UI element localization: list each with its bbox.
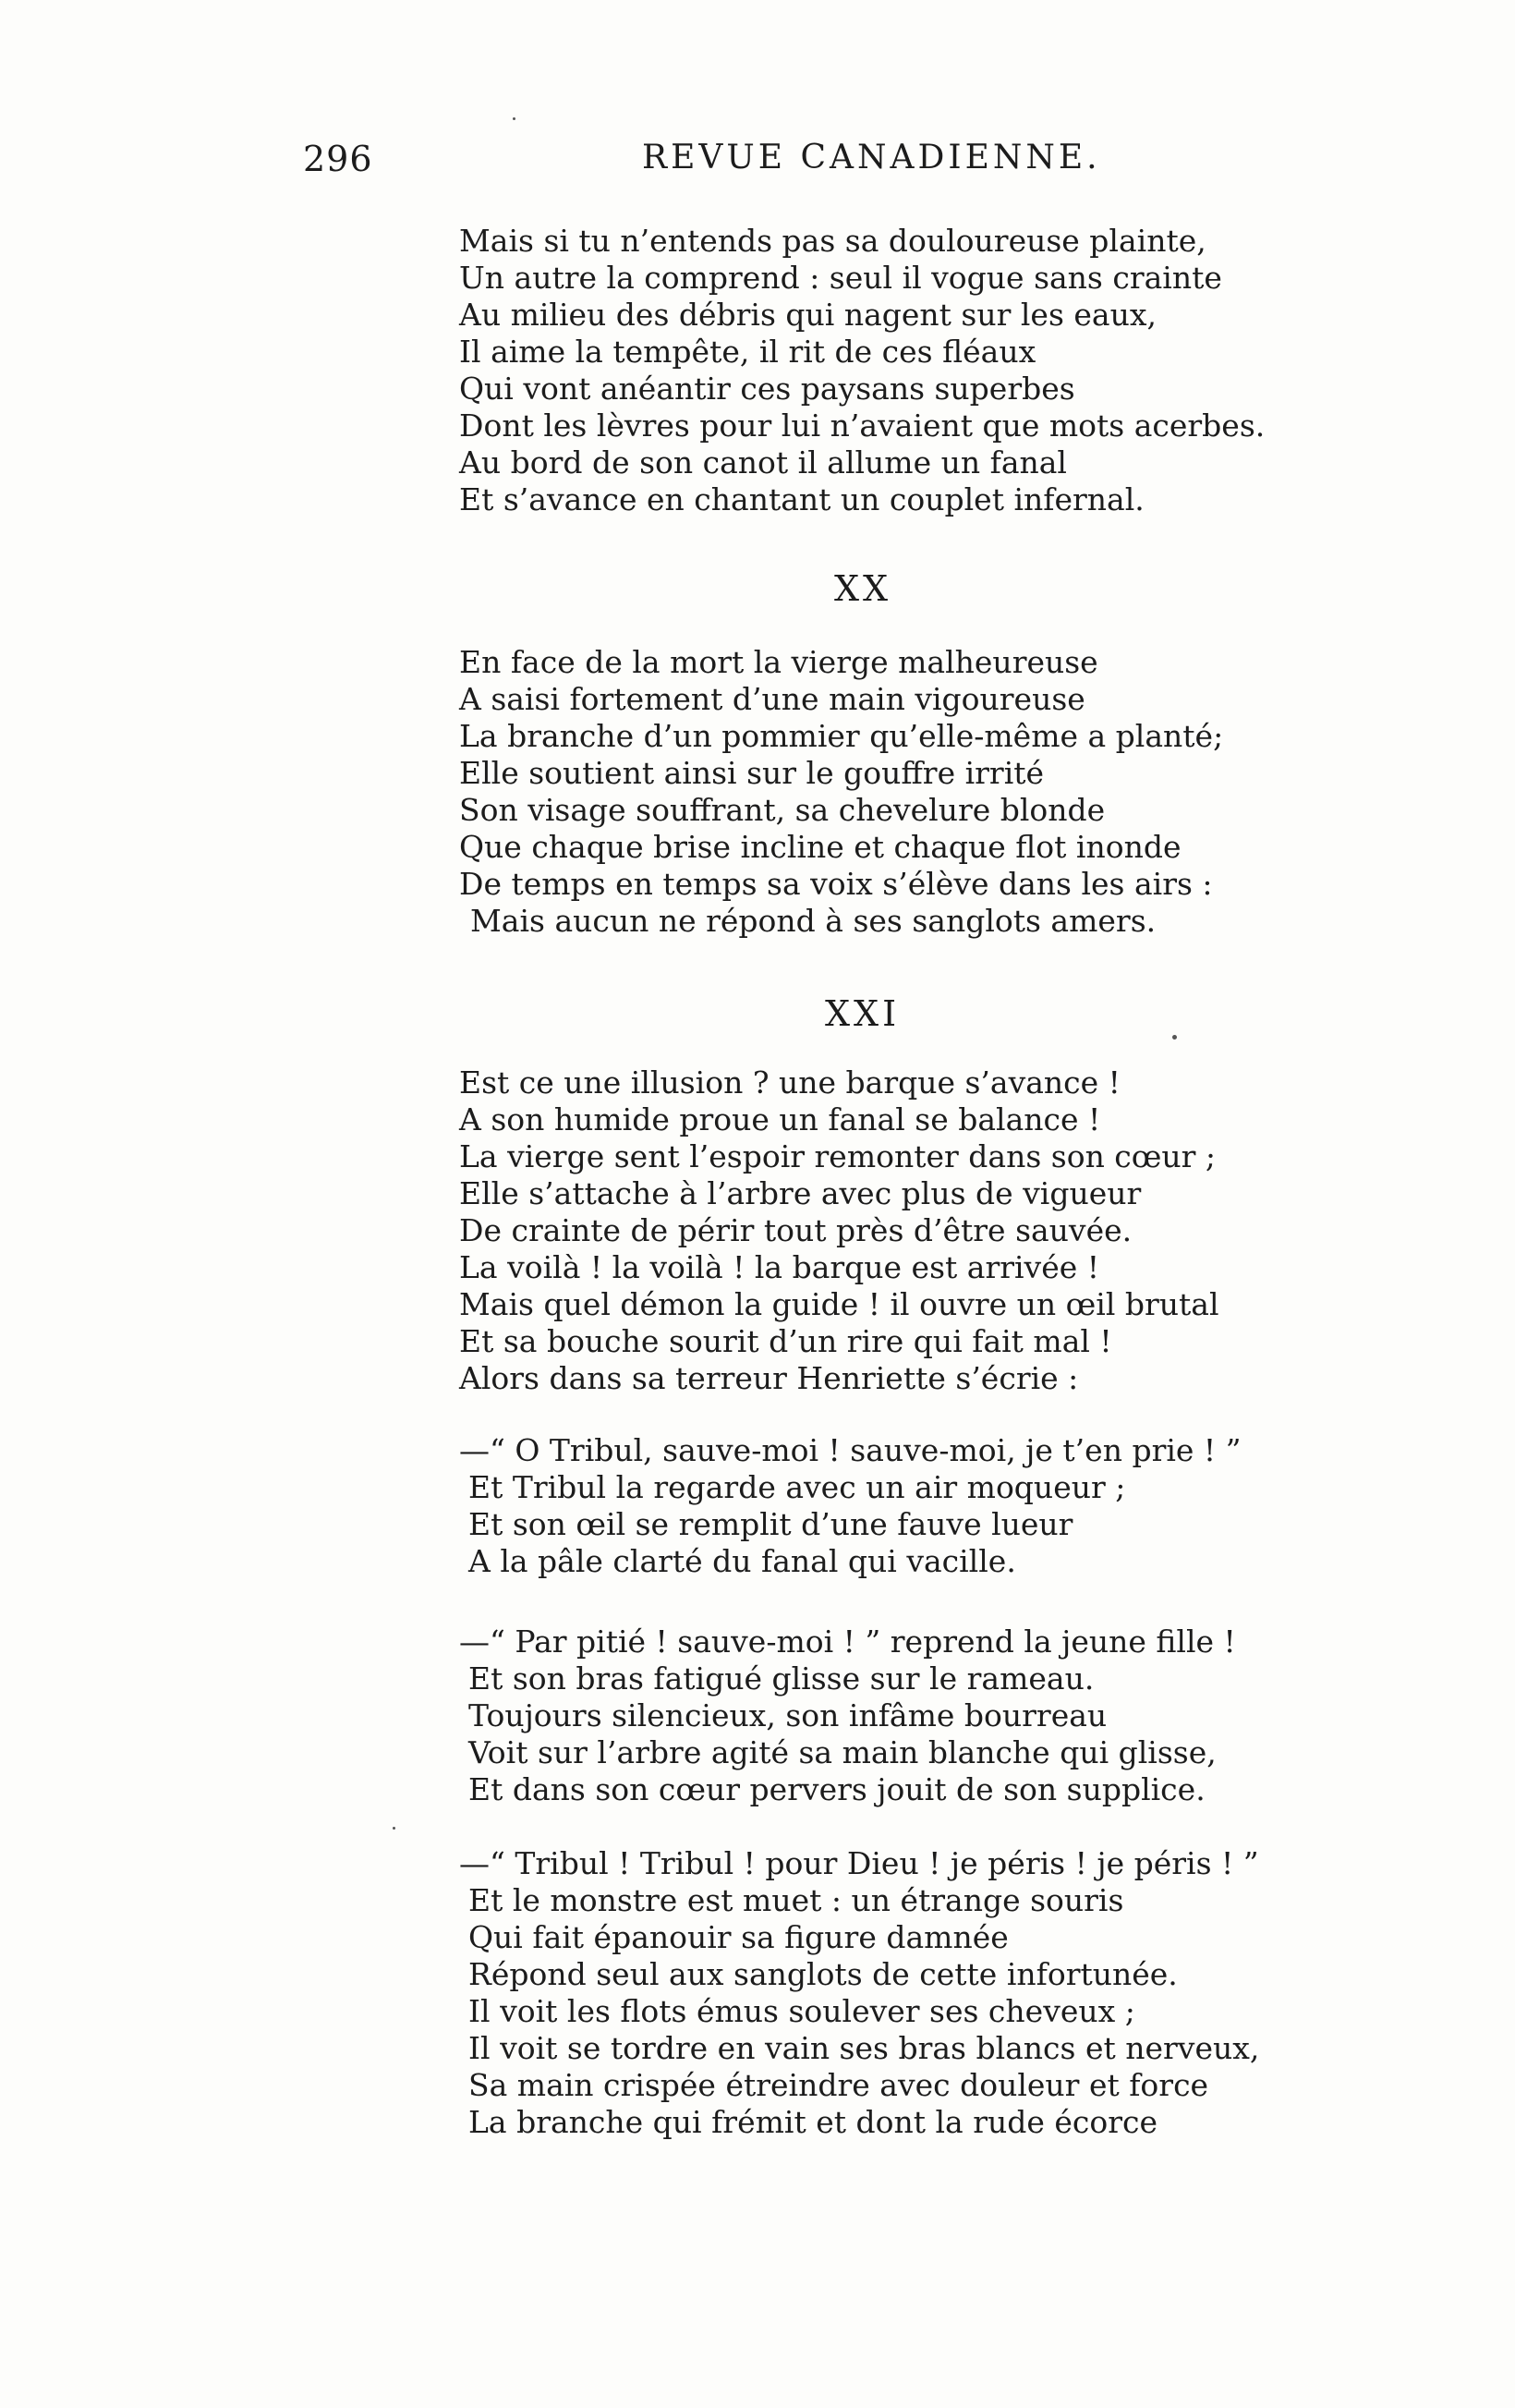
verse-line: —“ Par pitié ! sauve-moi ! ” reprend la jeune fille ! — [459, 1624, 1236, 1660]
stanza-4 — [459, 1432, 1242, 1580]
verse-line: En face de la mort la vierge malheureuse — [459, 644, 1098, 680]
verse-line: La branche d’un pommier qu’elle-même a planté; — [459, 718, 1224, 754]
verse-line: A saisi fortement d’une main vigoureuse — [459, 681, 1085, 717]
verse-line: Voit sur l’arbre agité sa main blanche qui glisse, — [468, 1734, 1217, 1770]
verse-line: Mais si tu n’entends pas sa douloureuse plainte, — [459, 223, 1206, 259]
verse-line: La vierge sent l’espoir remonter dans son cœur ; — [459, 1138, 1217, 1174]
scan-speck — [393, 1827, 395, 1830]
verse-line: Un autre la comprend : seul il vogue sans crainte — [459, 260, 1222, 296]
verse-line: Répond seul aux sanglots de cette infortunée. — [468, 1956, 1178, 1992]
page-number: 296 — [303, 139, 373, 179]
verse-line: La voilà ! la voilà ! la barque est arrivée ! — [459, 1249, 1099, 1285]
verse-line: Qui vont anéantir ces paysans superbes — [459, 371, 1075, 407]
stanza-2 — [459, 644, 1223, 940]
stanza-3 — [459, 1064, 1219, 1397]
verse-line: A son humide proue un fanal se balance ! — [459, 1101, 1101, 1137]
running-title: REVUE CANADIENNE. — [642, 139, 1101, 176]
verse-line: La branche qui frémit et dont la rude écorce — [468, 2104, 1158, 2140]
verse-line: Au milieu des débris qui nagent sur les eaux, — [459, 297, 1157, 333]
verse-line: Dont les lèvres pour lui n’avaient que mots acerbes. — [459, 407, 1266, 444]
verse-line: Alors dans sa terreur Henriette s’écrie : — [459, 1360, 1079, 1396]
verse-line: De temps en temps sa voix s’élève dans les airs : — [459, 866, 1213, 902]
verse-line: Il voit les flots émus soulever ses cheveux ; — [468, 1993, 1135, 2029]
verse-line: Et Tribul la regarde avec un air moqueur ; — [468, 1469, 1126, 1505]
verse-line: A la pâle clarté du fanal qui vacille. — [468, 1543, 1016, 1579]
verse-line: —“ O Tribul, sauve-moi ! sauve-moi, je t’en prie ! ” — [459, 1432, 1242, 1468]
section-heading-xxi: XXI — [825, 993, 901, 1034]
verse-line: Toujours silencieux, son infâme bourreau — [468, 1697, 1108, 1733]
verse-line: Elle soutient ainsi sur le gouffre irrité — [459, 755, 1045, 791]
verse-line: Est ce une illusion ? une barque s’avance ! — [459, 1064, 1121, 1101]
verse-line: —“ Tribul ! Tribul ! pour Dieu ! je péris ! je péris ! ” — [459, 1845, 1259, 1881]
verse-line: Il aime la tempête, il rit de ces fléaux — [459, 334, 1036, 370]
verse-line: Et s’avance en chantant un couplet infernal. — [459, 481, 1145, 517]
verse-line: Que chaque brise incline et chaque flot inonde — [459, 829, 1182, 865]
verse-line: Mais aucun ne répond à ses sanglots amers. — [470, 903, 1157, 939]
scan-speck — [513, 117, 515, 120]
verse-line: Elle s’attache à l’arbre avec plus de vigueur — [459, 1175, 1142, 1211]
verse-line: Au bord de son canot il allume un fanal — [459, 444, 1067, 480]
verse-line: Et dans son cœur pervers jouit de son supplice. — [468, 1771, 1206, 1807]
verse-line: Qui fait épanouir sa figure damnée — [468, 1919, 1009, 1955]
verse-line: Et son œil se remplit d’une fauve lueur — [468, 1506, 1073, 1542]
verse-line: Et le monstre est muet : un étrange souris — [468, 1882, 1124, 1918]
verse-line: Sa main crispée étreindre avec douleur et force — [468, 2067, 1209, 2103]
verse-line: Il voit se tordre en vain ses bras blancs et nerveux, — [468, 2030, 1260, 2066]
verse-line: Et son bras fatigué glisse sur le rameau. — [468, 1660, 1095, 1697]
stanza-5 — [459, 1624, 1236, 1808]
scan-speck — [1172, 1035, 1177, 1040]
section-heading-xx: XX — [834, 568, 892, 609]
verse-line: Son visage souffrant, sa chevelure blonde — [459, 792, 1106, 828]
verse-line: Et sa bouche sourit d’un rire qui fait mal ! — [459, 1323, 1112, 1359]
verse-line: Mais quel démon la guide ! il ouvre un œil brutal — [459, 1286, 1219, 1322]
verse-line: De crainte de périr tout près d’être sauvée. — [459, 1212, 1133, 1248]
stanza-1 — [459, 223, 1265, 518]
stanza-6 — [459, 1845, 1259, 2141]
